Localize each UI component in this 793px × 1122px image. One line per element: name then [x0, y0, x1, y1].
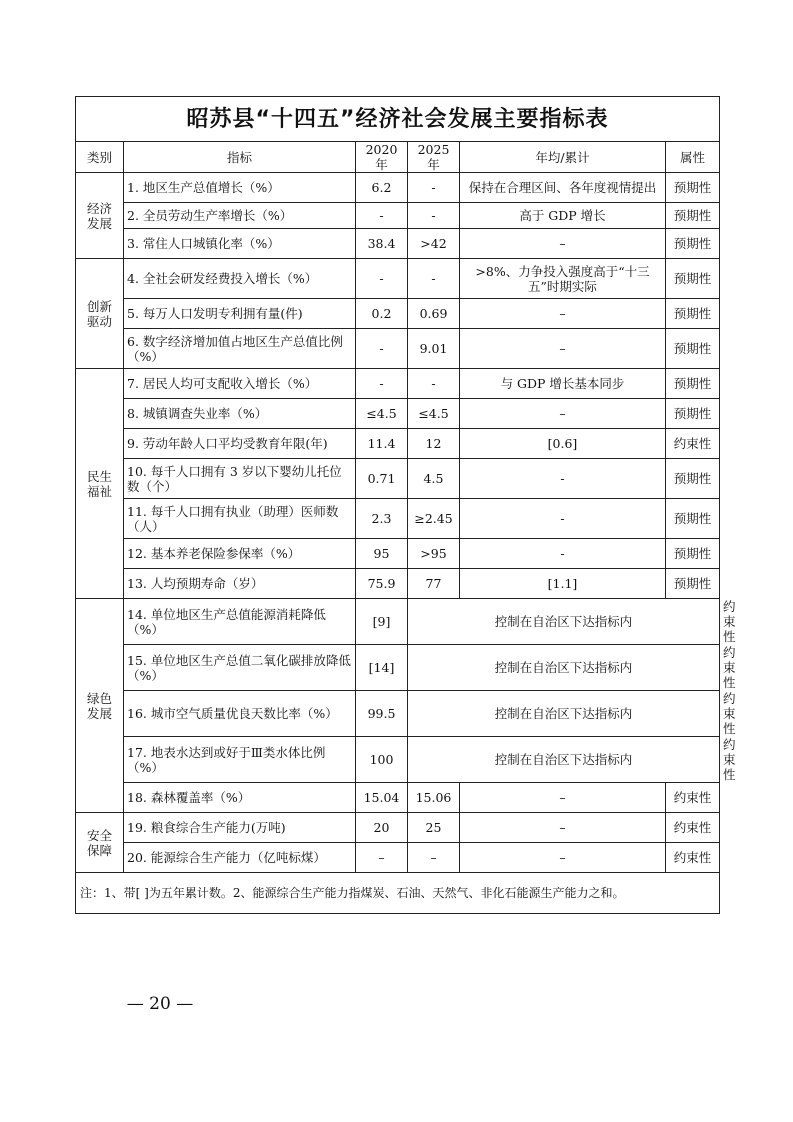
table-row	[76, 539, 720, 569]
category-label-line: 经济	[86, 200, 112, 216]
value-2025: -	[408, 203, 460, 229]
value-2020: 75.9	[356, 569, 408, 599]
attribute-cell: 预期性	[666, 399, 720, 429]
attribute-cell: 预期性	[666, 329, 720, 369]
indicator-name: 13. 人均预期寿命（岁）	[124, 569, 356, 599]
value-2025: -	[408, 173, 460, 203]
value-2020: 95	[356, 539, 408, 569]
value-2025: >42	[408, 229, 460, 259]
indicator-name: 2. 全员劳动生产率增长（%）	[124, 203, 356, 229]
value-2020: 0.2	[356, 299, 408, 329]
table-row	[76, 569, 720, 599]
table-row: 15. 单位地区生产总值二氧化碳排放降低（%） [14] 控制在自治区下达指标内 约束性	[76, 645, 720, 691]
category-cell	[76, 173, 124, 259]
value-2025: >95	[408, 539, 460, 569]
value-2020: 0.71	[356, 459, 408, 499]
category-label-line: 创新	[86, 298, 112, 314]
note-row	[76, 873, 720, 914]
value-2020: 11.4	[356, 429, 408, 459]
category-label-line: 保障	[86, 842, 112, 858]
attribute-cell: 约束性	[666, 843, 720, 873]
annual-target: –	[460, 783, 666, 813]
category-label-line: 发展	[86, 705, 112, 721]
indicator-name: 6. 数字经济增加值占地区生产总值比例（%）	[124, 329, 356, 369]
category-cell	[76, 813, 124, 873]
annual-target: –	[460, 399, 666, 429]
attribute-cell: 预期性	[666, 499, 720, 539]
indicator-name: 19. 粮食综合生产能力(万吨)	[124, 813, 356, 843]
annual-target: –	[460, 299, 666, 329]
annual-target: –	[460, 229, 666, 259]
merged-target: 控制在自治区下达指标内	[408, 599, 720, 645]
indicator-name: 3. 常住人口城镇化率（%）	[124, 229, 356, 259]
annual-target: -	[460, 459, 666, 499]
indicator-name: 11. 每千人口拥有执业（助理）医师数（人）	[124, 499, 356, 539]
annual-target: -	[460, 539, 666, 569]
attribute-cell: 预期性	[666, 173, 720, 203]
annual-target: [0.6]	[460, 429, 666, 459]
table-row	[76, 399, 720, 429]
category-cell	[76, 599, 124, 813]
table-row	[76, 843, 720, 873]
indicator-name: 16. 城市空气质量优良天数比率（%）	[124, 691, 356, 737]
table-row	[76, 369, 720, 399]
value-2025: ≤4.5	[408, 399, 460, 429]
table-row: 17. 地表水达到或好于Ⅲ类水体比例（%） 100 控制在自治区下达指标内 约束性	[76, 737, 720, 783]
table-row: 16. 城市空气质量优良天数比率（%） 99.5 控制在自治区下达指标内 约束性	[76, 691, 720, 737]
category-label-line: 福祉	[86, 483, 112, 499]
indicator-name: 7. 居民人均可支配收入增长（%）	[124, 369, 356, 399]
indicator-name: 1. 地区生产总值增长（%）	[124, 173, 356, 203]
value-2020: 15.04	[356, 783, 408, 813]
indicator-name: 9. 劳动年龄人口平均受教育年限(年)	[124, 429, 356, 459]
value-2025: 15.06	[408, 783, 460, 813]
attribute-cell: 预期性	[666, 539, 720, 569]
table-row: 绿色 发展 14. 单位地区生产总值能源消耗降低（%） [9] 控制在自治区下达指标内 约束性	[76, 599, 720, 645]
category-cell	[76, 259, 124, 369]
value-2020: -	[356, 259, 408, 299]
category-label-line: 民生	[86, 468, 112, 484]
header-indicator: 指标	[124, 142, 356, 173]
value-2020: ≤4.5	[356, 399, 408, 429]
table-row	[76, 299, 720, 329]
header-category: 类别	[76, 142, 124, 173]
header-row	[76, 142, 720, 173]
indicator-name: 18. 森林覆盖率（%）	[124, 783, 356, 813]
annual-target: 保持在合理区间、各年度视情提出	[460, 173, 666, 203]
attribute-cell: 预期性	[666, 459, 720, 499]
value-2025: 12	[408, 429, 460, 459]
value-2020: -	[356, 329, 408, 369]
value-2025: ≥2.45	[408, 499, 460, 539]
indicator-name: 5. 每万人口发明专利拥有量(件)	[124, 299, 356, 329]
indicator-name: 4. 全社会研发经费投入增长（%）	[124, 259, 356, 299]
value-2020: 20	[356, 813, 408, 843]
header-annual: 年均/累计	[460, 142, 666, 173]
table-row	[76, 173, 720, 203]
table-row	[76, 813, 720, 843]
value-2025: –	[408, 843, 460, 873]
value-2025: -	[408, 259, 460, 299]
attribute-cell: 预期性	[666, 229, 720, 259]
merged-target: 控制在自治区下达指标内	[408, 737, 720, 783]
indicator-table	[75, 96, 736, 914]
attribute-cell: 预期性	[666, 369, 720, 399]
value-2025: 25	[408, 813, 460, 843]
header-2025: 2025 年	[408, 142, 460, 173]
indicator-name: 8. 城镇调查失业率（%）	[124, 399, 356, 429]
attribute-cell: 约束性	[666, 813, 720, 843]
value-2025: 9.01	[408, 329, 460, 369]
merged-target: 控制在自治区下达指标内	[408, 645, 720, 691]
value-2020: 6.2	[356, 173, 408, 203]
annual-target: >8%、力争投入强度高于“十三五”时期实际	[460, 259, 666, 299]
category-label-line: 驱动	[86, 313, 112, 329]
value-2020: [14]	[356, 645, 408, 691]
indicator-name: 14. 单位地区生产总值能源消耗降低（%）	[124, 599, 356, 645]
indicator-name: 15. 单位地区生产总值二氧化碳排放降低（%）	[124, 645, 356, 691]
value-2020: -	[356, 369, 408, 399]
annual-target: –	[460, 329, 666, 369]
header-2020: 2020 年	[356, 142, 408, 173]
value-2020: -	[356, 203, 408, 229]
table-note: 注：1、带[ ]为五年累计数。2、能源综合生产能力指煤炭、石油、天然气、非化石能源生产能力之和。	[76, 873, 720, 914]
merged-target: 控制在自治区下达指标内	[408, 691, 720, 737]
value-2020: 99.5	[356, 691, 408, 737]
attribute-cell: 预期性	[666, 569, 720, 599]
annual-target: –	[460, 843, 666, 873]
indicator-name: 10. 每千人口拥有 3 岁以下婴幼儿托位数（个）	[124, 459, 356, 499]
category-label-line: 绿色	[86, 690, 112, 706]
attribute-cell: 预期性	[666, 299, 720, 329]
value-2020: 38.4	[356, 229, 408, 259]
value-2025: 77	[408, 569, 460, 599]
table-row	[76, 229, 720, 259]
value-2025: 4.5	[408, 459, 460, 499]
table-title: 昭苏县“十四五”经济社会发展主要指标表	[76, 97, 720, 142]
table-row	[76, 203, 720, 229]
table-row	[76, 429, 720, 459]
annual-target: -	[460, 499, 666, 539]
attribute-cell: 约束性	[666, 429, 720, 459]
indicator-name: 20. 能源综合生产能力（亿吨标煤）	[124, 843, 356, 873]
annual-target: 与 GDP 增长基本同步	[460, 369, 666, 399]
category-label-line: 发展	[86, 215, 112, 231]
value-2020: 100	[356, 737, 408, 783]
attribute-cell: 预期性	[666, 259, 720, 299]
value-2025: -	[408, 369, 460, 399]
page-number: — 20 —	[126, 994, 194, 1014]
category-cell	[76, 369, 124, 599]
annual-target: 高于 GDP 增长	[460, 203, 666, 229]
value-2025: 0.69	[408, 299, 460, 329]
annual-target: –	[460, 813, 666, 843]
annual-target: [1.1]	[460, 569, 666, 599]
table-row	[76, 499, 720, 539]
indicator-name: 17. 地表水达到或好于Ⅲ类水体比例（%）	[124, 737, 356, 783]
category-label-line: 安全	[86, 827, 112, 843]
attribute-cell: 约束性	[666, 783, 720, 813]
table-row	[76, 783, 720, 813]
indicator-name: 12. 基本养老保险参保率（%）	[124, 539, 356, 569]
table-row	[76, 329, 720, 369]
value-2020: 2.3	[356, 499, 408, 539]
header-attribute: 属性	[666, 142, 720, 173]
value-2020: –	[356, 843, 408, 873]
table-row	[76, 459, 720, 499]
table-row	[76, 259, 720, 299]
attribute-cell: 预期性	[666, 203, 720, 229]
value-2020: [9]	[356, 599, 408, 645]
